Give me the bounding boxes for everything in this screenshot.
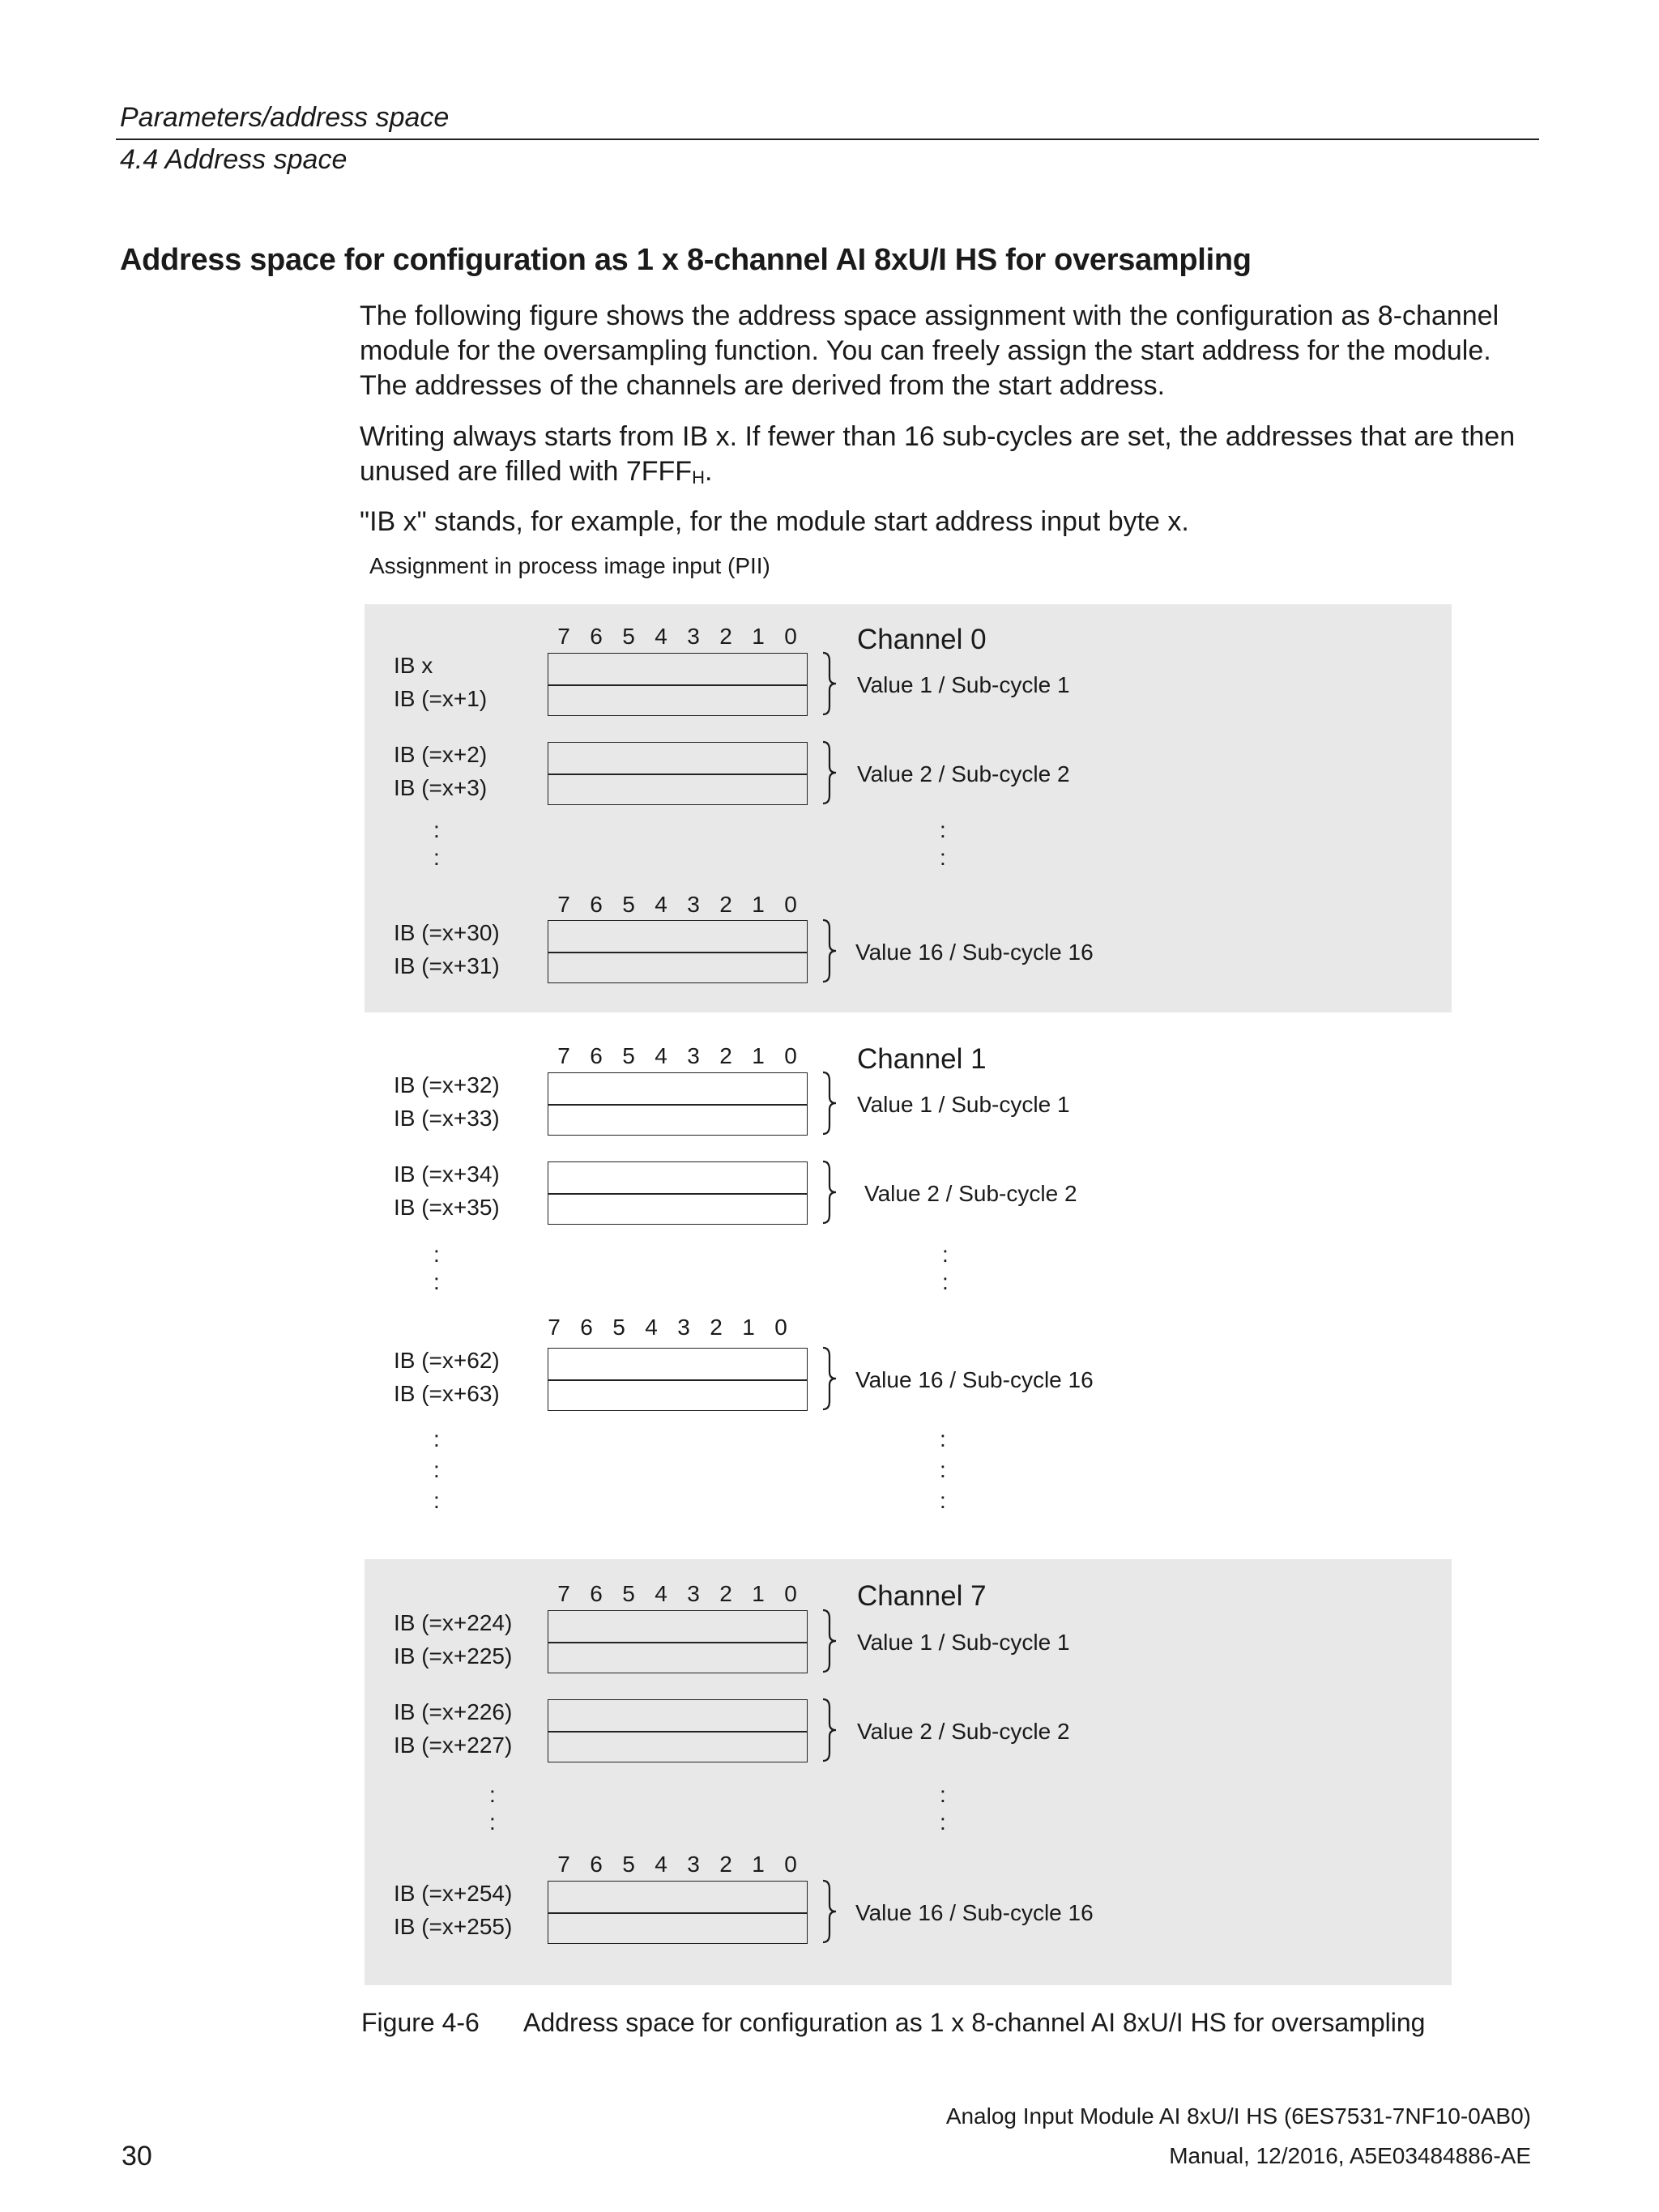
- section-heading: Address space for configuration as 1 x 8-channel AI 8xU/I HS for oversampling: [120, 243, 1252, 277]
- bit-label: 1: [752, 1581, 765, 1606]
- ellipsis-dot: :: [489, 1782, 496, 1807]
- header-subsection: 4.4 Address space: [120, 144, 348, 175]
- channel-title: Channel 0: [857, 624, 987, 655]
- bit-label: 1: [752, 1852, 765, 1877]
- bit-label: 4: [655, 1581, 667, 1606]
- input-byte-label: IB (=x+255): [394, 1914, 513, 1939]
- bit-label: 7: [557, 624, 570, 649]
- bit-label: 2: [719, 892, 732, 917]
- bit-label: 3: [687, 1043, 700, 1068]
- ellipsis-dot: :: [940, 845, 946, 870]
- bit-label: 6: [590, 1852, 603, 1877]
- bit-label: 3: [687, 624, 700, 649]
- bit-label: 6: [590, 624, 603, 649]
- bit-label: 3: [687, 1852, 700, 1877]
- figure-number: Figure 4-6: [361, 2008, 480, 2037]
- ellipsis-dots: [433, 1242, 440, 1300]
- ellipsis-dot: :: [433, 1426, 440, 1451]
- byte-register-box: [548, 1610, 808, 1673]
- channel-title: Channel 7: [857, 1580, 987, 1612]
- bit-label: 2: [719, 1852, 732, 1877]
- value-subcycle-label: Value 16 / Sub-cycle 16: [855, 1367, 1094, 1392]
- byte-register-box: [548, 1348, 808, 1411]
- bit-label: 7: [557, 1043, 570, 1068]
- bit-number-row: [548, 1852, 807, 1877]
- bit-label: 4: [655, 892, 667, 917]
- ellipsis-dot: :: [433, 1457, 440, 1482]
- value-subcycle-label: Value 16 / Sub-cycle 16: [855, 940, 1094, 965]
- ellipsis-dot: :: [940, 817, 946, 842]
- bit-label: 7: [548, 1315, 561, 1340]
- ellipsis-dot: :: [942, 1242, 949, 1267]
- footer-manual: Manual, 12/2016, A5E03484886-AE: [1169, 2143, 1531, 2168]
- bit-label: 3: [687, 892, 700, 917]
- ellipsis-dots: [940, 1426, 946, 1522]
- figure-caption: Address space for configuration as 1 x 8-channel AI 8xU/I HS for oversampling: [523, 2008, 1426, 2037]
- byte-register-box: [548, 1072, 808, 1136]
- header-rule: [116, 139, 1539, 140]
- bit-label: 7: [557, 1852, 570, 1877]
- input-byte-label: IB (=x+227): [394, 1733, 513, 1758]
- bit-label: 1: [752, 1043, 765, 1068]
- bit-label: 1: [752, 624, 765, 649]
- bit-label: 3: [677, 1315, 690, 1340]
- bit-label: 0: [784, 1852, 797, 1877]
- bit-label: 0: [784, 624, 797, 649]
- curly-brace-icon: [820, 1698, 841, 1762]
- ellipsis-dots: [433, 1426, 440, 1522]
- curly-brace-icon: [820, 1160, 841, 1225]
- curly-brace-icon: [820, 651, 841, 716]
- paragraph-2: [360, 420, 1526, 495]
- hex-subscript: H: [692, 467, 705, 488]
- byte-register-box: [548, 920, 808, 983]
- value-subcycle-label: Value 1 / Sub-cycle 1: [857, 672, 1070, 697]
- input-byte-label: IB (=x+33): [394, 1106, 500, 1131]
- paragraph-3: "IB x" stands, for example, for the module start address input byte x.: [360, 506, 1189, 537]
- input-byte-label: IB (=x+34): [394, 1161, 500, 1187]
- bit-label: 6: [590, 892, 603, 917]
- page-number: 30: [122, 2141, 152, 2172]
- input-byte-label: IB (=x+224): [394, 1610, 513, 1635]
- bit-number-row: [548, 1043, 807, 1069]
- byte-register-box: [548, 742, 808, 805]
- ellipsis-dots: [940, 817, 946, 876]
- bit-number-row: [548, 624, 807, 650]
- figure-label: Assignment in process image input (PII): [369, 553, 770, 578]
- ellipsis-dot: :: [433, 817, 440, 842]
- curly-brace-icon: [820, 1879, 841, 1944]
- value-subcycle-label: Value 2 / Sub-cycle 2: [864, 1181, 1077, 1206]
- bit-label: 4: [655, 1852, 667, 1877]
- ellipsis-dot: :: [940, 1426, 946, 1451]
- input-byte-label: IB (=x+2): [394, 742, 488, 767]
- byte-register-box: [548, 653, 808, 716]
- byte-register-box: [548, 1161, 808, 1225]
- value-subcycle-label: Value 2 / Sub-cycle 2: [857, 1719, 1070, 1744]
- value-subcycle-label: Value 2 / Sub-cycle 2: [857, 761, 1070, 786]
- bit-label: 6: [590, 1581, 603, 1606]
- bit-label: 3: [687, 1581, 700, 1606]
- bit-label: 7: [557, 892, 570, 917]
- input-byte-label: IB (=x+62): [394, 1348, 500, 1373]
- bit-label: 1: [742, 1315, 755, 1340]
- ellipsis-dot: :: [940, 1782, 946, 1807]
- input-byte-label: IB (=x+1): [394, 686, 488, 711]
- bit-label: 6: [580, 1315, 593, 1340]
- bit-label: 0: [784, 1043, 797, 1068]
- bit-number-row: [538, 1315, 797, 1340]
- ellipsis-dot: :: [940, 1457, 946, 1482]
- input-byte-label: IB (=x+32): [394, 1072, 500, 1097]
- bit-label: 5: [612, 1315, 625, 1340]
- curly-brace-icon: [820, 1071, 841, 1136]
- bit-label: 2: [719, 624, 732, 649]
- ellipsis-dot: :: [433, 1488, 440, 1513]
- input-byte-label: IB (=x+3): [394, 775, 488, 800]
- bit-label: 5: [622, 892, 635, 917]
- ellipsis-dot: :: [489, 1809, 496, 1835]
- bit-label: 5: [622, 1581, 635, 1606]
- curly-brace-icon: [820, 918, 841, 983]
- header-section: Parameters/address space: [120, 102, 450, 133]
- input-byte-label: IB (=x+30): [394, 920, 500, 945]
- ellipsis-dot: :: [942, 1269, 949, 1294]
- value-subcycle-label: Value 1 / Sub-cycle 1: [857, 1630, 1070, 1655]
- paragraph-2-end: .: [704, 456, 713, 487]
- channel-title: Channel 1: [857, 1043, 987, 1075]
- bit-label: 0: [784, 1581, 797, 1606]
- bit-label: 6: [590, 1043, 603, 1068]
- ellipsis-dots: [942, 1242, 949, 1300]
- curly-brace-icon: [820, 1346, 841, 1411]
- bit-number-row: [548, 1581, 807, 1607]
- ellipsis-dot: :: [433, 1242, 440, 1267]
- input-byte-label: IB (=x+31): [394, 953, 500, 978]
- input-byte-label: IB (=x+35): [394, 1195, 500, 1220]
- footer-product: Analog Input Module AI 8xU/I HS (6ES7531-7NF10-0AB0): [945, 2103, 1531, 2129]
- input-byte-label: IB (=x+254): [394, 1881, 513, 1906]
- bit-label: 7: [557, 1581, 570, 1606]
- ellipsis-dots: [940, 1782, 946, 1840]
- ellipsis-dots: [489, 1782, 496, 1840]
- bit-label: 4: [645, 1315, 658, 1340]
- ellipsis-dot: :: [940, 1809, 946, 1835]
- input-byte-label: IB (=x+63): [394, 1381, 500, 1406]
- bit-label: 0: [774, 1315, 787, 1340]
- bit-label: 0: [784, 892, 797, 917]
- bit-label: 5: [622, 1043, 635, 1068]
- bit-number-row: [548, 892, 807, 918]
- bit-label: 2: [719, 1043, 732, 1068]
- bit-label: 5: [622, 624, 635, 649]
- byte-register-box: [548, 1699, 808, 1762]
- paragraph-2-text: Writing always starts from IB x. If fewer than 16 sub-cycles are set, the addresses that are then unused are filled with 7FFF: [360, 421, 1516, 487]
- ellipsis-dot: :: [433, 1269, 440, 1294]
- curly-brace-icon: [820, 740, 841, 805]
- value-subcycle-label: Value 1 / Sub-cycle 1: [857, 1092, 1070, 1117]
- ellipsis-dots: [433, 817, 440, 876]
- input-byte-label: IB x: [394, 653, 433, 678]
- curly-brace-icon: [820, 1609, 841, 1673]
- input-byte-label: IB (=x+226): [394, 1699, 513, 1724]
- bit-label: 5: [622, 1852, 635, 1877]
- paragraph-1: The following figure shows the address space assignment with the configuration as 8-channel module for the oversampling function. You can freely assign the start address for the module. The addresses of the channels are derived from the start address.: [360, 300, 1499, 401]
- byte-register-box: [548, 1881, 808, 1944]
- ellipsis-dot: :: [940, 1488, 946, 1513]
- ellipsis-dot: :: [433, 845, 440, 870]
- bit-label: 2: [710, 1315, 723, 1340]
- bit-label: 2: [719, 1581, 732, 1606]
- bit-label: 4: [655, 1043, 667, 1068]
- input-byte-label: IB (=x+225): [394, 1643, 513, 1669]
- bit-label: 1: [752, 892, 765, 917]
- value-subcycle-label: Value 16 / Sub-cycle 16: [855, 1900, 1094, 1925]
- bit-label: 4: [655, 624, 667, 649]
